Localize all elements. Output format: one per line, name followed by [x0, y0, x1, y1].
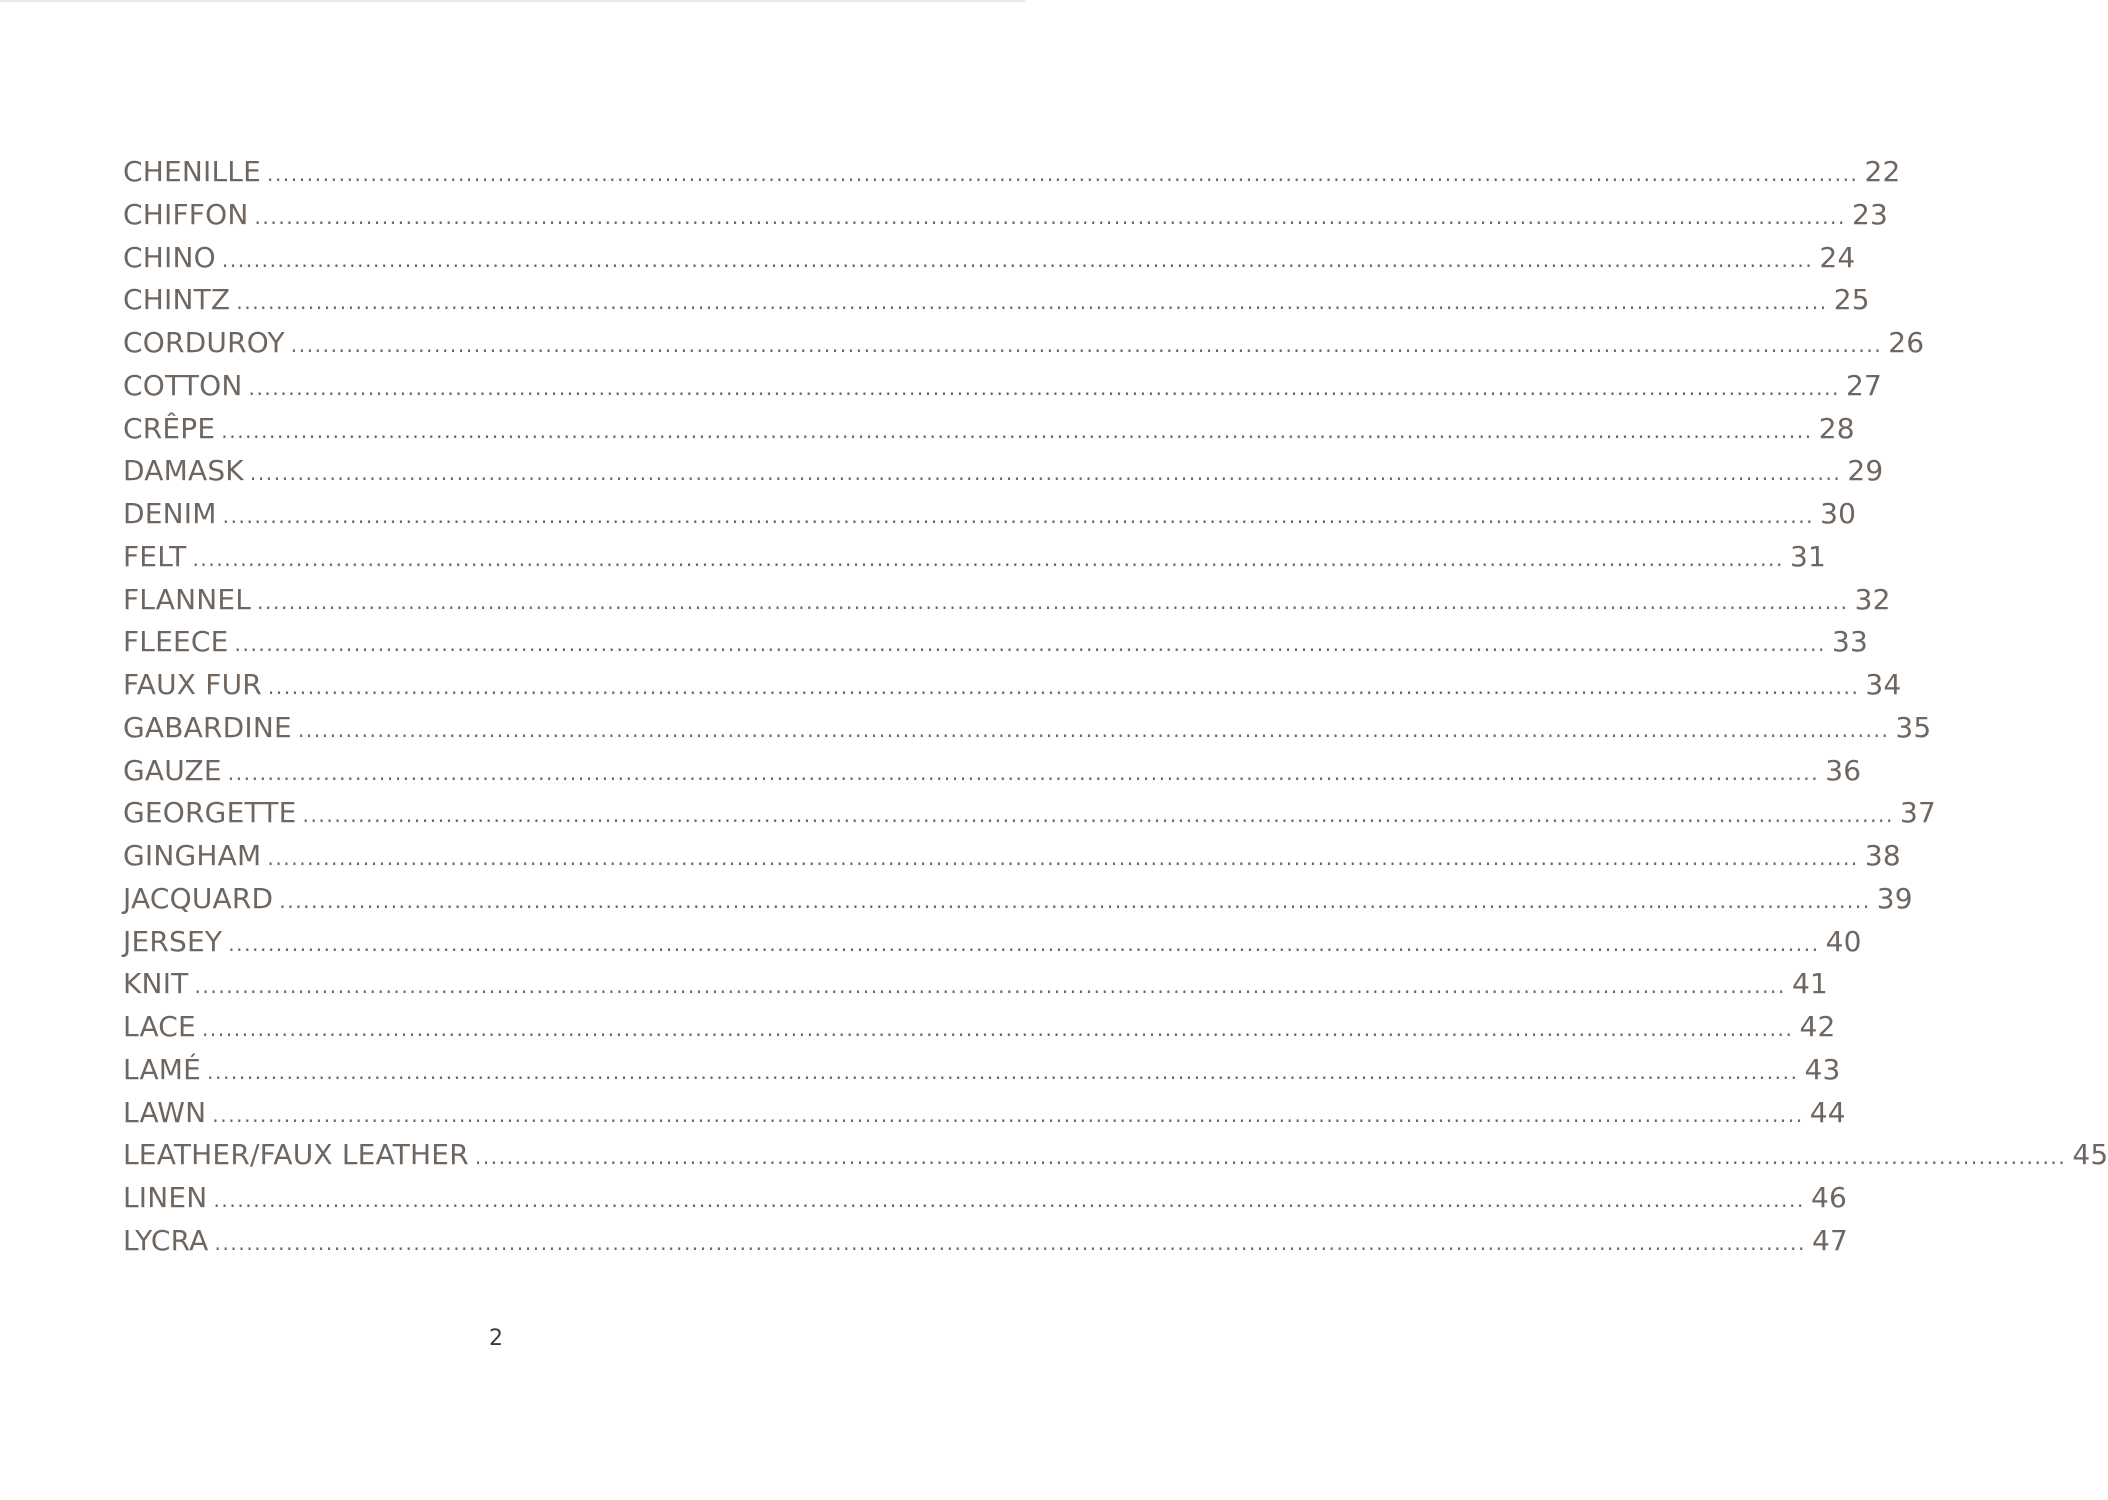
toc-entry-page: 40 [1825, 924, 1862, 958]
toc-entry [123, 707, 1932, 750]
toc-entry-page: 33 [1832, 625, 1869, 659]
toc-entry-page: 41 [1791, 967, 1828, 1001]
toc-entry [123, 1092, 1846, 1135]
toc-entry-title: LYCRA [123, 1223, 209, 1257]
dot-leader: ........................................................................................................................................................................................................ [228, 931, 1820, 956]
dot-leader: ........................................................................................................................................................................................................ [267, 162, 1859, 186]
toc-entry-page: 44 [1809, 1095, 1846, 1129]
toc-entry-title: CHIFFON [123, 197, 249, 231]
toc-entry-title: LAMÉ [123, 1052, 202, 1086]
dot-leader: ........................................................................................................................................................................................................ [254, 204, 1846, 229]
toc-entry-page: 38 [1864, 839, 1901, 872]
toc-entry [123, 792, 1936, 835]
dot-leader: ........................................................................................................................................................................................................ [234, 632, 1827, 657]
toc-entry-page: 26 [1888, 326, 1925, 359]
toc-entry-title: GABARDINE [123, 710, 292, 744]
toc-entry-title: KNIT [123, 967, 189, 1001]
toc-entry-title: FELT [123, 539, 187, 573]
toc-entry-page: 37 [1899, 796, 1936, 830]
toc-entry [123, 151, 1901, 194]
dot-leader: ........................................................................................................................................................................................................ [201, 1017, 1794, 1041]
toc-entry [123, 1049, 1841, 1092]
toc-entry-title: LINEN [123, 1181, 208, 1214]
toc-entry-title: GINGHAM [123, 839, 262, 872]
toc-entry-page: 36 [1825, 753, 1862, 787]
toc-entry [123, 279, 1870, 322]
dot-leader: ........................................................................................................................................................................................................ [214, 1230, 1806, 1255]
top-divider [0, 0, 1025, 2]
toc-entry [123, 579, 1891, 622]
toc-entry [123, 365, 1883, 408]
toc-entry-title: CHINTZ [123, 283, 231, 317]
dot-leader: ........................................................................................................................................................................................................ [192, 546, 1784, 571]
dot-leader: ........................................................................................................................................................................................................ [474, 1145, 2067, 1170]
page-number: 2 [489, 1326, 503, 1351]
toc-entry-page: 42 [1799, 1010, 1836, 1043]
dot-leader: ........................................................................................................................................................................................................ [290, 333, 1883, 357]
toc-entry-title: GEORGETTE [123, 796, 297, 830]
toc-entry-title: COTTON [123, 368, 243, 402]
toc-entry-page: 27 [1845, 368, 1883, 402]
toc-entry-page: 25 [1833, 283, 1870, 317]
dot-leader: ........................................................................................................................................................................................................ [236, 290, 1828, 315]
toc-entry-page: 30 [1820, 497, 1857, 530]
dot-leader: ........................................................................................................................................................................................................ [222, 504, 1815, 528]
toc-entry-page: 47 [1811, 1223, 1848, 1257]
toc-entry-title: CRÊPE [123, 411, 216, 445]
toc-entry-page: 32 [1854, 582, 1891, 616]
toc-entry-title: FAUX FUR [123, 668, 262, 701]
toc-entry [123, 878, 1913, 921]
toc-entry [123, 322, 1925, 365]
table-of-contents [123, 151, 2108, 1263]
dot-leader: ........................................................................................................................................................................................................ [227, 760, 1820, 785]
toc-entry [123, 536, 1826, 579]
toc-entry-page: 35 [1895, 710, 1932, 744]
toc-entry [123, 493, 1857, 536]
dot-leader: ........................................................................................................................................................................................................ [302, 803, 1894, 828]
toc-entry-title: FLEECE [123, 625, 229, 659]
toc-entry-title: CHINO [123, 240, 216, 274]
dot-leader: ........................................................................................................................................................................................................ [221, 247, 1814, 272]
toc-entry-title: JERSEY [123, 924, 223, 958]
toc-entry-page: 31 [1789, 539, 1826, 573]
toc-entry-page: 46 [1810, 1181, 1847, 1214]
toc-entry [123, 450, 1884, 493]
toc-entry-title: LAWN [123, 1095, 207, 1129]
toc-entry-page: 23 [1851, 197, 1888, 231]
toc-entry [123, 194, 1888, 237]
toc-entry-title: LEATHER/FAUX LEATHER [123, 1138, 469, 1172]
dot-leader: ........................................................................................................................................................................................................ [212, 1102, 1804, 1127]
toc-entry-page: 28 [1818, 411, 1855, 445]
toc-entry [123, 921, 1862, 964]
toc-entry-page: 45 [2072, 1138, 2108, 1172]
toc-entry-title: FLANNEL [123, 582, 252, 616]
toc-entry-page: 22 [1864, 155, 1901, 188]
dot-leader: ........................................................................................................................................................................................................ [249, 461, 1842, 486]
toc-entry-title: JACQUARD [123, 881, 274, 915]
dot-leader: ........................................................................................................................................................................................................ [213, 1188, 1805, 1212]
dot-leader: ........................................................................................................................................................................................................ [248, 375, 1840, 400]
toc-entry-page: 29 [1847, 454, 1884, 488]
toc-entry-page: 34 [1865, 668, 1902, 701]
dot-leader: ........................................................................................................................................................................................................ [267, 675, 1860, 699]
toc-entry [123, 750, 1862, 793]
dot-leader: ........................................................................................................................................................................................................ [221, 418, 1813, 443]
toc-entry [123, 1134, 2108, 1177]
toc-entry-title: CHENILLE [123, 155, 261, 188]
dot-leader: ........................................................................................................................................................................................................ [194, 974, 1786, 999]
dot-leader: ........................................................................................................................................................................................................ [267, 846, 1859, 870]
toc-entry-page: 39 [1876, 881, 1913, 915]
dot-leader: ........................................................................................................................................................................................................ [297, 717, 1890, 742]
toc-entry-title: CORDUROY [123, 326, 285, 359]
toc-entry [123, 408, 1855, 451]
toc-entry-title: DAMASK [123, 454, 244, 488]
dot-leader: ........................................................................................................................................................................................................ [207, 1059, 1799, 1084]
toc-entry [123, 1220, 1848, 1263]
toc-entry [123, 664, 1902, 707]
toc-entry [123, 621, 1869, 664]
toc-entry [123, 237, 1856, 280]
toc-entry [123, 1177, 1847, 1220]
dot-leader: ........................................................................................................................................................................................................ [257, 589, 1849, 614]
toc-entry-title: LACE [123, 1010, 196, 1043]
dot-leader: ........................................................................................................................................................................................................ [279, 888, 1871, 913]
toc-entry-page: 24 [1819, 240, 1856, 274]
toc-entry-title: GAUZE [123, 753, 222, 787]
toc-entry-title: DENIM [123, 497, 217, 530]
toc-entry-page: 43 [1804, 1052, 1841, 1086]
toc-entry [123, 1006, 1836, 1049]
toc-entry [123, 963, 1828, 1006]
toc-entry [123, 835, 1901, 878]
